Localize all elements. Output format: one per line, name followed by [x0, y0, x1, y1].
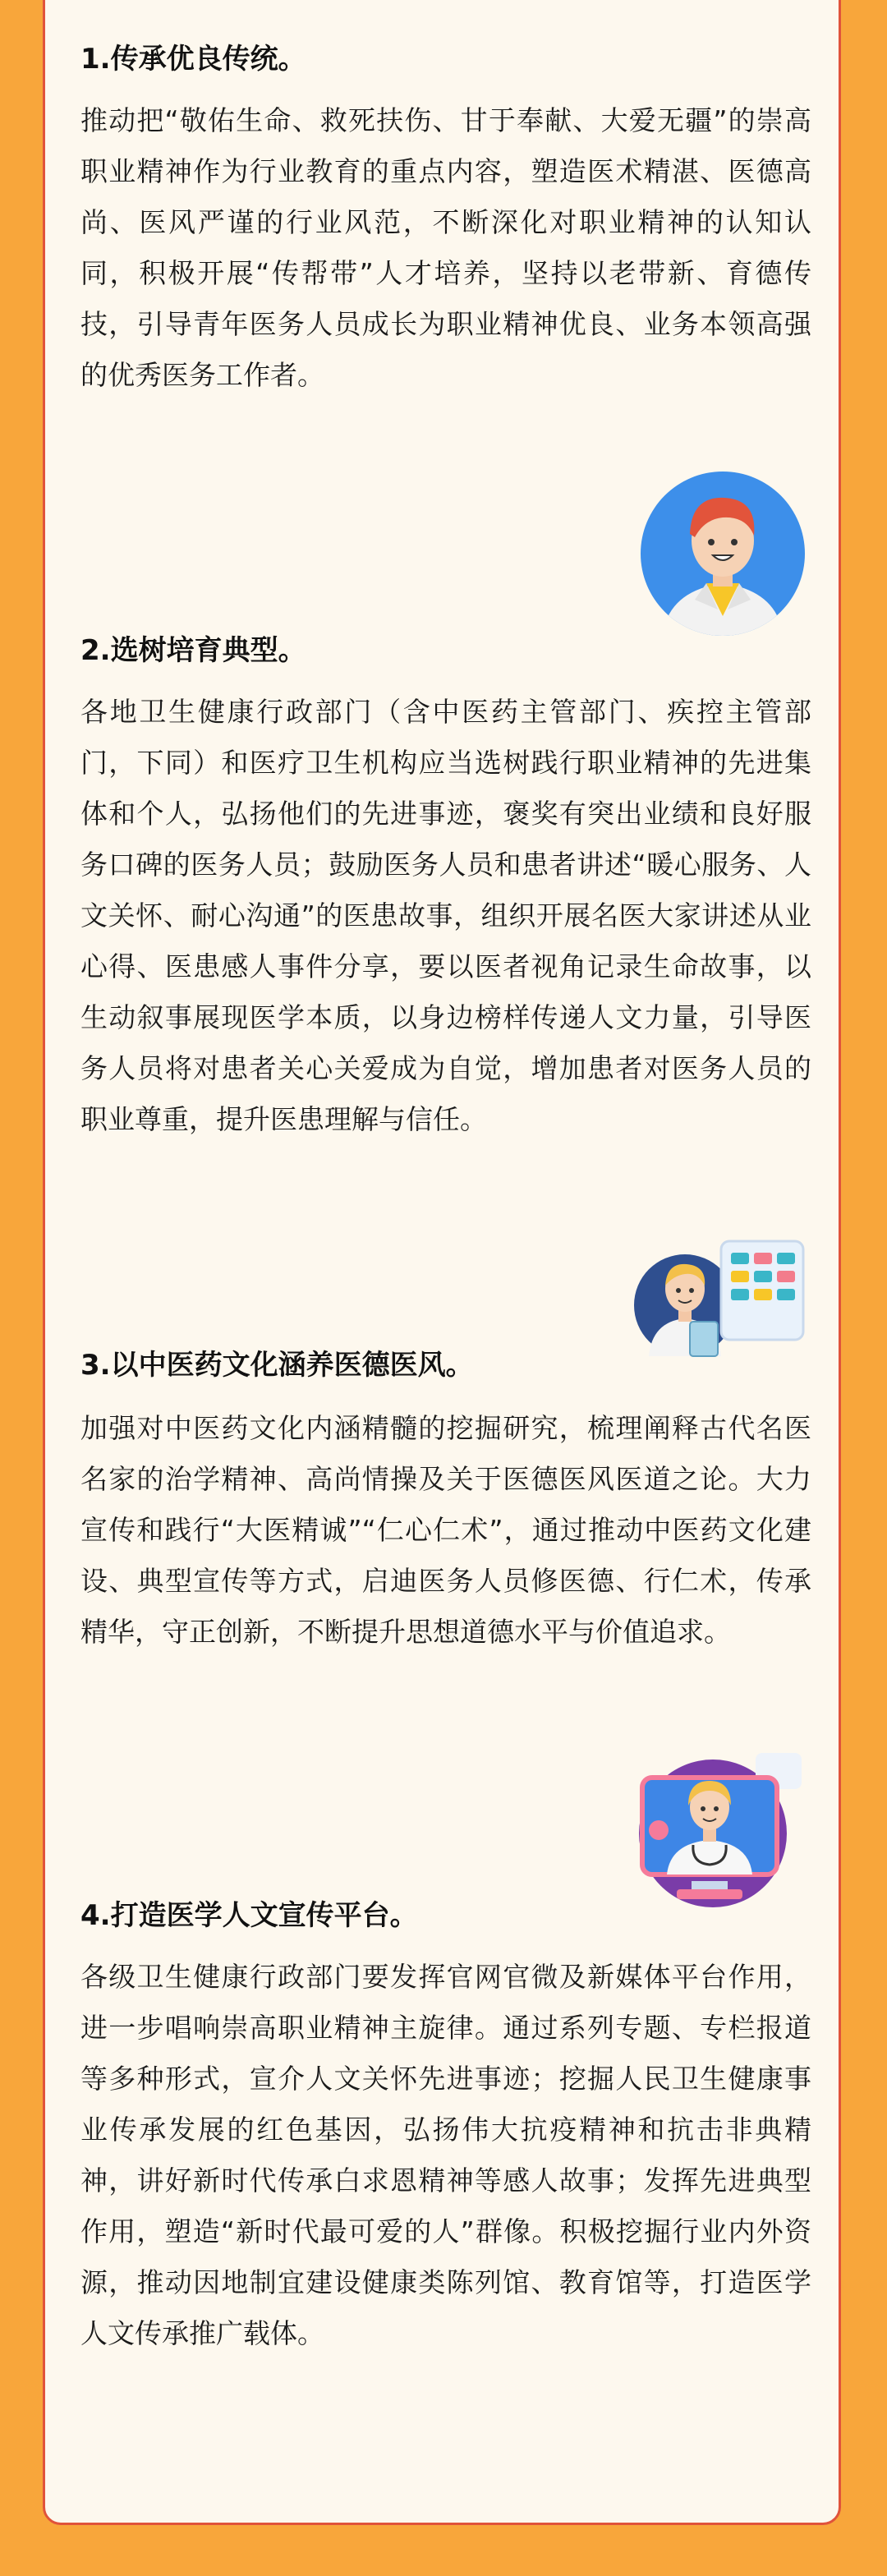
telemedicine-doctor-icon: [634, 1748, 808, 1920]
section-4-title: 4.打造医学人文宣传平台。: [80, 1899, 418, 1932]
section-4-body: 各级卫生健康行政部门要发挥官网官微及新媒体平台作用，进一步唱响崇高职业精神主旋律。通过系列专题、专栏报道等多种形式，宣介人文关怀先进事迹；挖掘人民卫生健康事业传承发展的红色基因，弘扬伟大抗疫精神和抗击非典精神，讲好新时代传承白求恩精神等感人故事；发挥先进典型作用，塑造“新时代最可爱的人”群像。积极挖掘行业内外资源，推动因地制宜建设健康类陈列馆、教育馆等，打造医学人文传承推广载体。: [80, 1961, 811, 2349]
section-1-title: 1.传承优良传统。: [80, 43, 306, 76]
section-3-title: 3.以中医药文化涵养医德医风。: [80, 1349, 474, 1382]
section-1-body: 推动把“敬佑生命、救死扶伤、甘于奉献、大爱无疆”的崇高职业精神作为行业教育的重点内容，塑造医术精湛、医德高尚、医风严谨的行业风范，不断深化对职业精神的认知认同，积极开展“传帮带”人才培养，坚持以老带新、育德传技，引导青年医务人员成长为职业精神优良、业务本领高强的优秀医务工作者。: [80, 104, 811, 391]
doctor-avatar-icon: [637, 468, 808, 641]
section-3-body: 加强对中医药文化内涵精髓的挖掘研究，梳理阐释古代名医名家的治学精神、高尚情操及关于医德医风医道之论。大力宣传和践行“大医精诚”“仁心仁术”，通过推动中医药文化建设、典型宣传等方式，启迪医务人员修医德、行仁术，传承精华，守正创新，不断提升思想道德水平与价值追求。: [80, 1412, 811, 1648]
section-2-body: 各地卫生健康行政部门（含中医药主管部门、疾控主管部门，下同）和医疗卫生机构应当选树践行职业精神的先进集体和个人，弘扬他们的先进事迹，褒奖有突出业绩和良好服务口碑的医务人员；鼓励医务人员和患者讲述“暖心服务、人文关怀、耐心沟通”的医患故事，组织开展名医大家讲述从业心得、医患感人事件分享，要以医者视角记录生命故事，以生动叙事展现医学本质，以身边榜样传递人文力量，引导医务人员将对患者关心关爱成为自觉，增加患者对医务人员的职业尊重，提升医患理解与信任。: [80, 696, 811, 1135]
doctor-clipboard-icon: [632, 1236, 808, 1368]
section-2-title: 2.选树培育典型。: [80, 634, 306, 667]
